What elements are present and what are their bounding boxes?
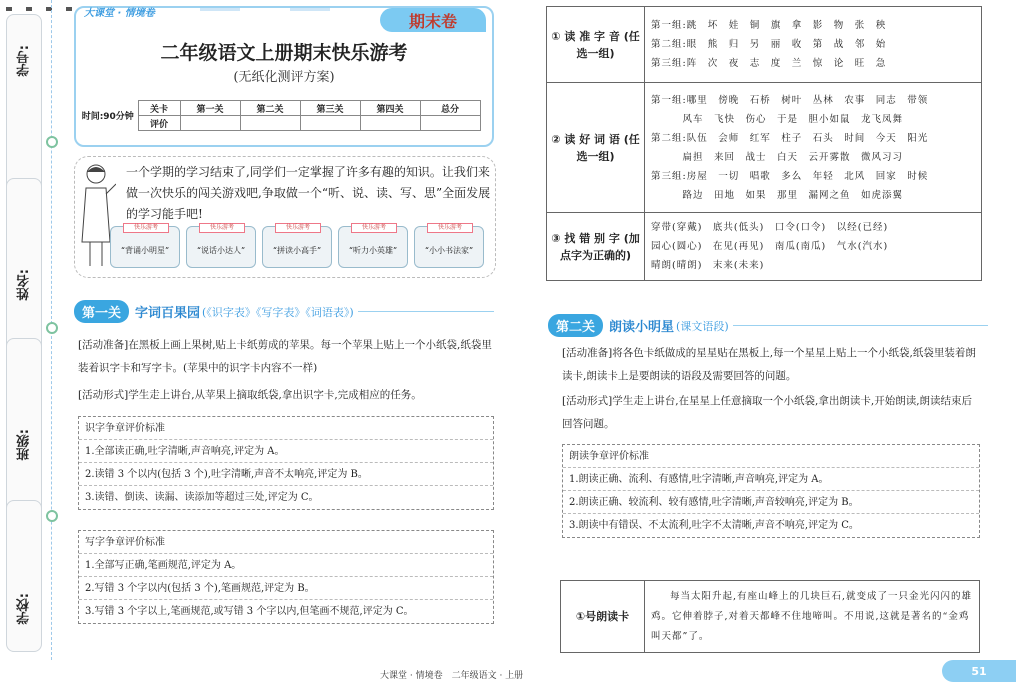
time-label: 时间:90分钟 xyxy=(81,112,134,122)
field-class[interactable]: 班级: xyxy=(6,338,42,518)
score-cell[interactable] xyxy=(240,116,300,131)
binding-hole-icon xyxy=(46,322,58,334)
badge: 快乐游考 “背诵小明星” xyxy=(110,226,180,268)
binding-hole-icon xyxy=(46,136,58,148)
task-label: ② 读 好 词 语 (任选一组) xyxy=(547,83,645,213)
reading-card-label: ①号朗读卡 xyxy=(561,581,645,653)
final-exam-tag: 期末卷 xyxy=(380,8,486,32)
section2-prep: [活动准备]将各色卡纸做成的星星贴在黑板上,每一个星星上贴上一个小纸袋,纸袋里装着朗读卡,朗读卡上是要朗读的语段及需要回答的问题。 xyxy=(562,347,976,382)
brand-label: 大课堂 · 情境卷 xyxy=(84,8,155,19)
task-label: ① 读 准 字 音 (任选一组) xyxy=(547,7,645,83)
score-cell[interactable] xyxy=(360,116,420,131)
section2-form: [活动形式]学生走上讲台,在星星上任意摘取一个小纸袋,拿出朗读卡,开始朗读,朗读结束后回答问题。 xyxy=(562,395,973,430)
criteria-box-reading: 识字争章评价标准 1.全部读正确,吐字清晰,声音响亮,评定为 A。 2.读错 3 个以内(包括 3 个),吐字清晰,声音不太响亮,评定为 B。 3.读错、倒读、读漏、读添加等超过三处,评定为 C。 xyxy=(78,416,494,510)
badge: 快乐游考 “拼读小高手” xyxy=(262,226,332,268)
task-content: 第一组:哪里 傍晚 石桥 树叶 丛林 农事 同志 带领 风车 飞快 伤心 于是 胆小如鼠 龙飞凤舞 第二组:队伍 会师 红军 柱子 石头 时间 今天 阳光 扁担 来回 战士 白天 云开雾散 微风习习 第三组:房屋 一切 唱歌 多么 年轻 北风 回家 时候 路边 田地 如果 那里 漏网之鱼 如虎添翼 xyxy=(645,83,982,213)
intro-text: 一个学期的学习结束了,同学们一定掌握了许多有趣的知识。让我们来做一次快乐的闯关游戏吧,争取做一个“听、说、读、写、思”全面发展的学习能手吧! xyxy=(126,165,491,221)
section1-prep: [活动准备]在黑板上画上果树,贴上卡纸剪成的苹果。每一个苹果上贴上一个小纸袋,纸袋里装着识字卡和写字卡。(苹果中的识字卡内容不一样) xyxy=(78,339,492,374)
reading-card-text: 每当太阳升起,有座山峰上的几块巨石,就变成了一只金光闪闪的雄鸡。它伸着脖子,对着天都峰不住地啼叫。不用说,这就是著名的“金鸡叫天都”了。 xyxy=(645,581,980,653)
footer-text: 大课堂 · 情境卷 二年级语文 · 上册 xyxy=(380,671,524,681)
score-cell[interactable] xyxy=(300,116,360,131)
binding-hole-icon xyxy=(46,510,58,522)
reading-card-table xyxy=(560,580,980,653)
section1-form: [活动形式]学生走上讲台,从苹果上摘取纸袋,拿出识字卡,完成相应的任务。 xyxy=(78,389,422,401)
page-number: 51 xyxy=(942,660,1016,682)
badge: 快乐游考 “听力小英雄” xyxy=(338,226,408,268)
criteria-box-writing: 写字争章评价标准 1.全部写正确,笔画规范,评定为 A。 2.写错 3 个字以内(包括 3 个),笔画规范,评定为 B。 3.写错 3 个字以上,笔画规范,或写错 3 个字以内,但笔画不规范,评定为 C。 xyxy=(78,530,494,624)
task-content: 穿带(穿戴) 底共(低头) 口令(口令) 以经(已经) 园心(圆心) 在见(再见) 南瓜(南瓜) 气水(汽水) 晴朗(晴朗) 末来(未来) xyxy=(645,213,982,281)
section2-heading: 第二关 朗读小明星 (课文语段) xyxy=(548,314,988,337)
badge-row xyxy=(110,226,484,268)
score-cell[interactable] xyxy=(180,116,240,131)
field-school[interactable]: 学校: xyxy=(6,500,42,652)
page-subtitle: (无纸化测评方案) xyxy=(233,70,335,85)
page-title: 二年级语文上册期末快乐游考 xyxy=(160,42,408,64)
task-content: 第一组:跳 坏 娃 铜 旗 拿 影 物 张 秧 第二组:眼 熊 归 另 丽 收 第 战 邻 始 第三组:阵 次 夜 志 度 兰 惊 论 旺 急 xyxy=(645,7,982,83)
field-name[interactable]: 姓名: xyxy=(6,178,42,358)
field-student-id[interactable]: 学号: xyxy=(6,14,42,254)
badge: 快乐游考 “小小书法家” xyxy=(414,226,484,268)
section1-heading: 第一关 字词百果园 (《识字表》《写字表》《词语表》) xyxy=(74,300,494,323)
badge: 快乐游考 “说话小达人” xyxy=(186,226,256,268)
task-label: ③ 找 错 别 字 (加点字为正确的) xyxy=(547,213,645,281)
score-table: 时间:90分钟 关卡 第一关 第二关 第三关 第四关 总分 评价 xyxy=(78,100,481,131)
task-table xyxy=(546,6,982,281)
criteria-box-recitation: 朗读争章评价标准 1.朗读正确、流利、有感情,吐字清晰,声音响亮,评定为 A。 2.朗读正确、较流利、较有感情,吐字清晰,声音较响亮,评定为 B。 3.朗读中有错误、不太流利,吐字不太清晰,声音不响亮,评定为 C。 xyxy=(562,444,980,538)
score-cell[interactable] xyxy=(420,116,480,131)
